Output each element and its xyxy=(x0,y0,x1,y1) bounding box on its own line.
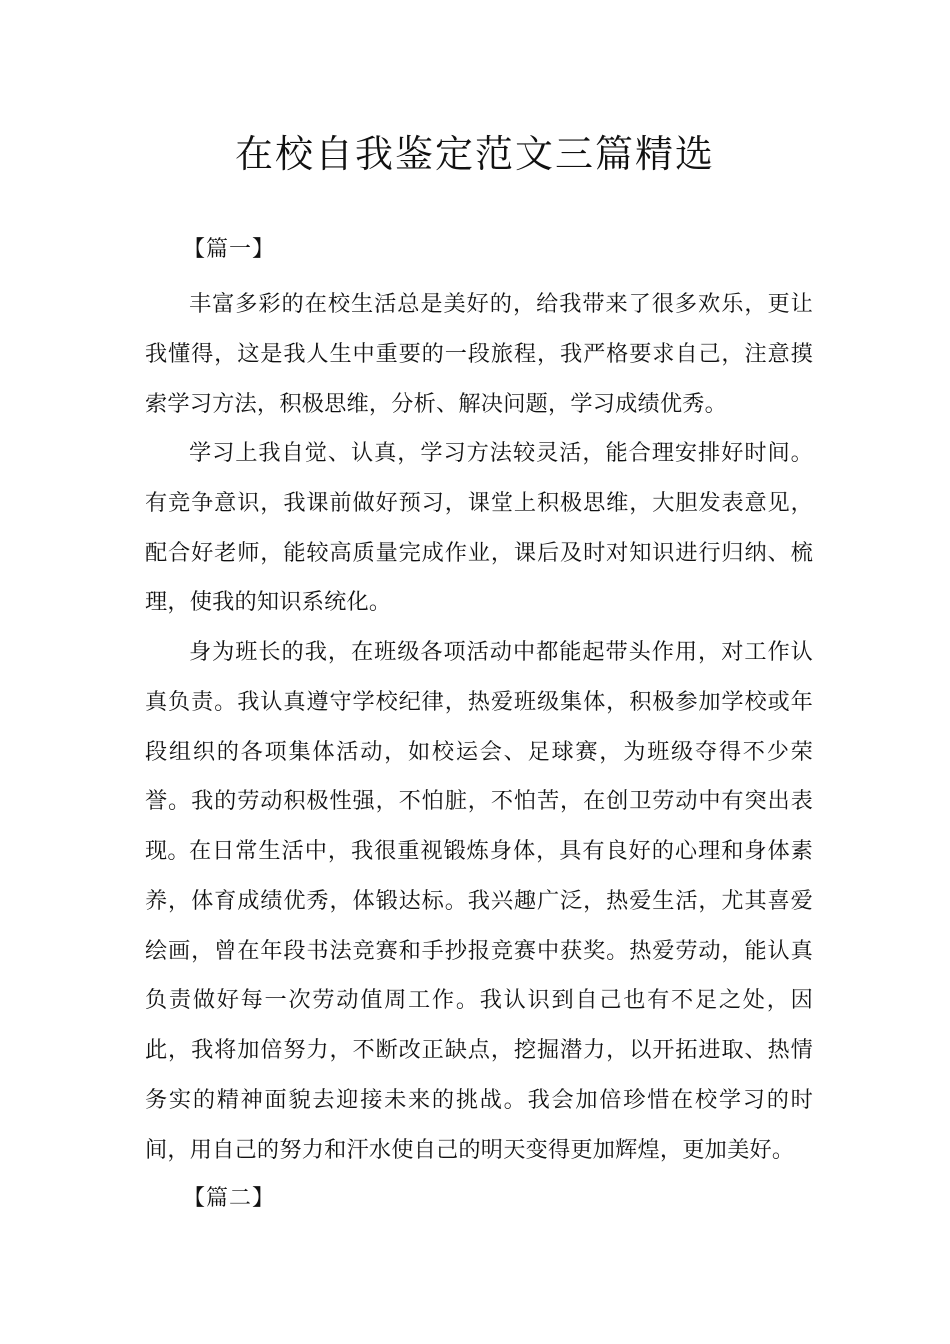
document-title: 在校自我鉴定范文三篇精选 xyxy=(234,132,715,176)
section-heading-1: 【篇一】 xyxy=(183,237,276,262)
paragraph-1: 丰富多彩的在校生活总是美好的，给我带来了很多欢乐，更让我懂得，这是我人生中重要的一段旅程，我严格要求自己，注意摸索学习方法，积极思维，分析、解决问题，学习成绩优秀。 xyxy=(145,291,813,417)
paragraph-4: 在日常生活中，我很重视锻炼身体，具有良好的心理和身体素养，体育成绩优秀，体锻达标。我兴趣广泛，热爱生活，尤其喜爱绘画，曾在年段书法竞赛和手抄报竞赛中获奖。热爱劳动，能认真负责做好每一次劳动值周工作。我认识到自己也有不足之处，因此，我将加倍努力，不断改正缺点，挖掘潜力，以开拓进取、热情务实的精神面貌去迎接未来的挑战。我会加倍珍惜在校学习的时间，用自己的努力和汗水使自己的明天变得更加辉煌，更加美好。 xyxy=(145,838,813,1163)
paragraph-2: 学习上我自觉、认真，学习方法较灵活，能合理安排好时间。有竞争意识，我课前做好预习，课堂上积极思维，大胆发表意见，配合好老师，能较高质量完成作业，课后及时对知识进行归纳、梳理，使我的知识系统化。 xyxy=(145,440,813,616)
paragraph-3: 身为班长的我，在班级各项活动中都能起带头作用，对工作认真负责。我认真遵守学校纪律，热爱班级集体，积极参加学校或年段组织的各项集体活动，如校运会、足球赛，为班级夺得不少荣誉。我的劳动积极性强，不怕脏，不怕苦，在创卫劳动中有突出表现。 xyxy=(145,639,813,865)
section-heading-2: 【篇二】 xyxy=(183,1186,276,1211)
